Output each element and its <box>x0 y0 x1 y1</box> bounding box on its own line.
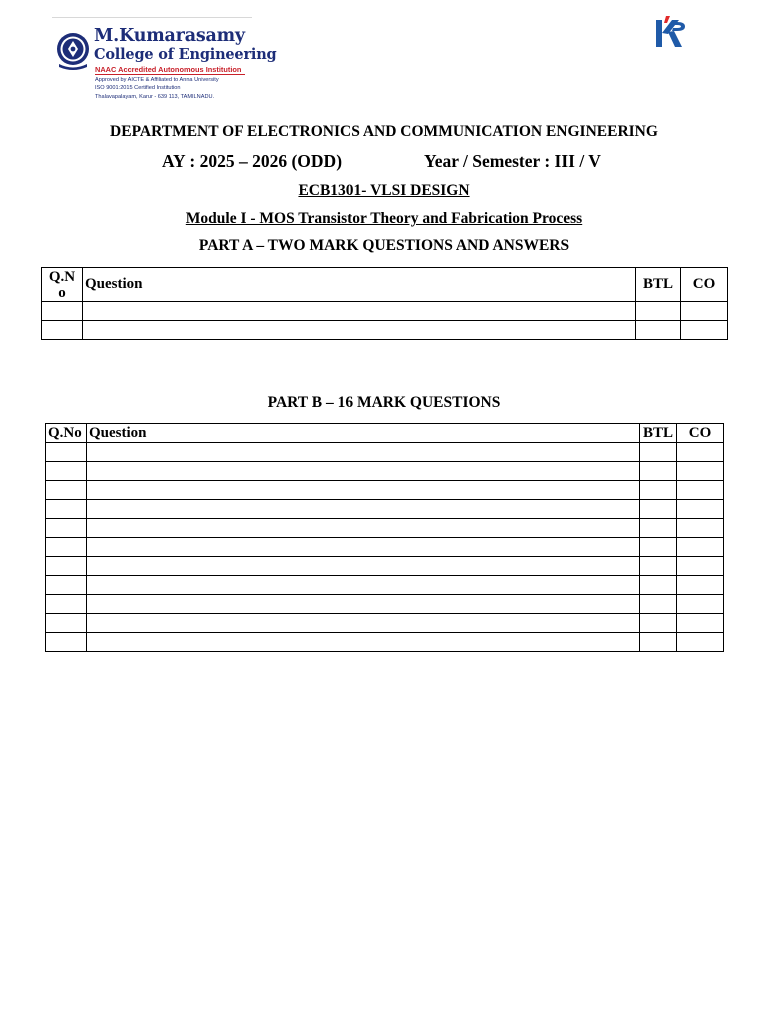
question-cell <box>87 443 640 462</box>
table-row <box>46 633 724 652</box>
question-cell <box>83 302 636 321</box>
part-b-title: PART B – 16 MARK QUESTIONS <box>267 394 501 411</box>
table-header-row <box>42 268 728 302</box>
co-cell <box>681 302 728 321</box>
year-semester: Year / Semester : III / V <box>424 151 601 171</box>
qno-cell <box>42 302 83 321</box>
logo-college-name: M.Kumarasamy <box>94 26 245 46</box>
question-cell <box>87 519 640 538</box>
qno-cell <box>46 614 87 633</box>
logo-approval-text: Approved by AICTE & Affiliated to Anna University <box>95 77 219 83</box>
btl-header: BTL <box>640 424 677 443</box>
btl-cell <box>640 462 677 481</box>
table-row <box>46 557 724 576</box>
qno-header: Q.No <box>46 424 87 443</box>
academic-year: AY : 2025 – 2026 (ODD) <box>162 151 343 171</box>
qno-cell <box>42 321 83 340</box>
kr-logo-icon <box>655 16 691 48</box>
question-cell <box>87 500 640 519</box>
co-cell <box>677 481 724 500</box>
question-cell <box>83 321 636 340</box>
table-row <box>46 462 724 481</box>
qno-cell <box>46 481 87 500</box>
question-header: Question <box>87 424 640 443</box>
course-title: ECB1301- VLSI DESIGN <box>298 182 470 199</box>
qno-cell <box>46 500 87 519</box>
question-cell <box>87 614 640 633</box>
table-header-row <box>46 424 724 443</box>
table-row <box>42 321 728 340</box>
co-header: CO <box>677 424 724 443</box>
co-cell <box>681 321 728 340</box>
part-a-table <box>41 267 728 340</box>
table-row <box>46 481 724 500</box>
logo-address-text: Thalavapalayam, Karur - 639 113, TAMILNADU. <box>95 94 215 100</box>
co-cell <box>677 595 724 614</box>
table-row <box>46 443 724 462</box>
qno-cell <box>46 576 87 595</box>
btl-cell <box>640 595 677 614</box>
table-row <box>46 500 724 519</box>
table-row <box>46 614 724 633</box>
question-cell <box>87 633 640 652</box>
btl-cell <box>640 538 677 557</box>
part-b-table <box>45 423 724 652</box>
logo-iso-text: ISO 9001:2015 Certified Institution <box>95 85 181 91</box>
logo-red-rule <box>95 74 245 75</box>
btl-cell <box>640 576 677 595</box>
co-cell <box>677 576 724 595</box>
btl-header: BTL <box>636 268 681 302</box>
question-cell <box>87 595 640 614</box>
btl-cell <box>640 481 677 500</box>
btl-cell <box>640 614 677 633</box>
co-cell <box>677 443 724 462</box>
college-logo <box>52 17 277 103</box>
logo-naac-text: NAAC Accredited Autonomous Institution <box>95 65 242 74</box>
qno-cell <box>46 519 87 538</box>
question-cell <box>87 481 640 500</box>
question-header: Question <box>83 268 636 302</box>
co-cell <box>677 500 724 519</box>
table-row <box>42 302 728 321</box>
co-cell <box>677 519 724 538</box>
table-row <box>46 519 724 538</box>
co-cell <box>677 557 724 576</box>
logo-college-subtitle: College of Engineering <box>94 46 277 63</box>
btl-cell <box>640 557 677 576</box>
qno-cell <box>46 462 87 481</box>
qno-cell <box>46 538 87 557</box>
qno-cell <box>46 595 87 614</box>
table-row <box>46 576 724 595</box>
question-cell <box>87 538 640 557</box>
co-header: CO <box>681 268 728 302</box>
logo-top-divider <box>52 17 252 18</box>
btl-cell <box>636 302 681 321</box>
module-title: Module I - MOS Transistor Theory and Fabrication Process <box>185 210 583 227</box>
btl-cell <box>640 633 677 652</box>
question-cell <box>87 576 640 595</box>
btl-cell <box>640 500 677 519</box>
qno-cell <box>46 557 87 576</box>
table-row <box>46 595 724 614</box>
question-cell <box>87 462 640 481</box>
co-cell <box>677 614 724 633</box>
co-cell <box>677 462 724 481</box>
table-row <box>46 538 724 557</box>
department-title: DEPARTMENT OF ELECTRONICS AND COMMUNICATION ENGINEERING <box>110 123 658 140</box>
qno-header: Q.No <box>42 268 83 302</box>
college-seal-icon <box>55 31 91 71</box>
qno-cell <box>46 443 87 462</box>
part-a-title: PART A – TWO MARK QUESTIONS AND ANSWERS <box>198 237 570 254</box>
btl-cell <box>640 519 677 538</box>
btl-cell <box>640 443 677 462</box>
question-cell <box>87 557 640 576</box>
co-cell <box>677 633 724 652</box>
btl-cell <box>636 321 681 340</box>
qno-cell <box>46 633 87 652</box>
co-cell <box>677 538 724 557</box>
